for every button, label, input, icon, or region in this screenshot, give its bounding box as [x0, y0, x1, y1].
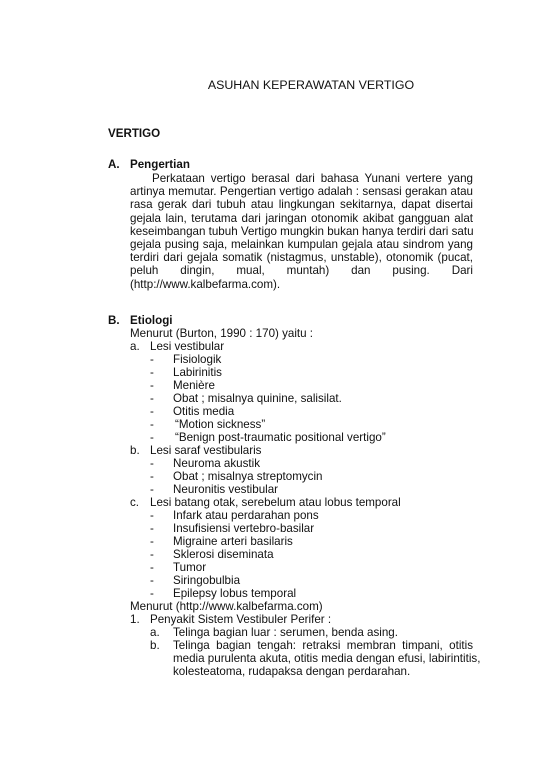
- bullet-dash: -: [150, 366, 154, 379]
- bullet-dash: -: [150, 535, 154, 548]
- group-b-letter: b.: [130, 444, 140, 457]
- numbered-item-number: 1.: [130, 613, 140, 626]
- spaced-word: peluh: [130, 264, 159, 278]
- section-a-paragraph: [130, 172, 473, 291]
- bullet-dash: -: [150, 574, 154, 587]
- list-item: Neuroma akustik: [173, 457, 260, 470]
- bullet-dash: -: [150, 457, 154, 470]
- bullet-dash: -: [150, 418, 154, 431]
- paragraph-line: keseimbangan tubuh Vertigo mungkin bukan hanya terdiri dari satu: [130, 224, 474, 238]
- group-a-letter: a.: [130, 340, 140, 353]
- sub-item-text: Telinga bagian tengah: retraksi membran timpani, otitis: [173, 639, 473, 652]
- sub-item-text: media purulenta akuta, otitis media dengan efusi, labirintitis,: [173, 652, 481, 665]
- list-item: Epilepsy lobus temporal: [173, 587, 297, 600]
- section-b-intro: Menurut (Burton, 1990 : 170) yaitu :: [130, 327, 314, 340]
- group-c-letter: c.: [130, 496, 140, 509]
- list-item: Menière: [173, 379, 215, 392]
- paragraph-line: rasa gerak dari tubuh atau lingkungan sekitarnya, dapat disertai: [130, 198, 473, 212]
- spaced-word: Dari: [451, 264, 473, 278]
- paragraph-line: gejala lain, terutama dari jaringan otonomik akibat gangguan alat: [130, 211, 473, 225]
- list-item: “Benign post-traumatic positional vertigo”: [175, 431, 386, 444]
- bullet-dash: -: [150, 379, 154, 392]
- paragraph-line: artinya memutar. Pengertian vertigo adalah : sensasi gerakan atau: [130, 185, 473, 199]
- paragraph-line: Perkataan vertigo berasal dari bahasa Yunani vertere yang: [152, 172, 473, 185]
- section-b-title: Etiologi: [130, 314, 173, 327]
- spaced-word: dan: [351, 264, 371, 278]
- sub-item-text: Telinga bagian luar : serumen, benda asing.: [173, 626, 398, 639]
- spaced-word: pusing.: [392, 264, 430, 278]
- bullet-dash: -: [150, 483, 154, 496]
- spaced-word: muntah): [286, 264, 330, 278]
- paragraph-line-spaced: [130, 264, 473, 277]
- bullet-dash: -: [150, 353, 154, 366]
- section-a-title: Pengertian: [130, 158, 190, 171]
- paragraph-line: (http://www.kalbefarma.com).: [130, 277, 281, 291]
- list-item: Tumor: [173, 561, 207, 574]
- bullet-dash: -: [150, 587, 154, 600]
- main-heading: VERTIGO: [108, 127, 161, 140]
- group-a-label: Lesi vestibular: [150, 340, 225, 353]
- group-b-label: Lesi saraf vestibularis: [150, 444, 262, 457]
- sub-item-text: kolesteatoma, rudapaksa dengan perdarahan.: [173, 665, 411, 678]
- bullet-dash: -: [150, 431, 154, 444]
- bullet-dash: -: [150, 561, 154, 574]
- section-a-letter: A.: [108, 158, 120, 171]
- list-item: Obat ; misalnya streptomycin: [173, 470, 323, 483]
- list-item: Obat ; misalnya quinine, salisilat.: [173, 392, 342, 405]
- section-b-letter: B.: [108, 314, 120, 327]
- list-item: Neuronitis vestibular: [173, 483, 279, 496]
- source-note: Menurut (http://www.kalbefarma.com): [130, 600, 323, 613]
- list-item: Otitis media: [173, 405, 235, 418]
- spaced-line-text: [130, 264, 473, 277]
- bullet-dash: -: [150, 522, 154, 535]
- paragraph-line: terdiri dari gejala somatik (nistagmus, unstable), otonomik (pucat,: [130, 251, 473, 265]
- list-item: Sklerosi diseminata: [173, 548, 274, 561]
- bullet-dash: -: [150, 405, 154, 418]
- list-item: Infark atau perdarahan pons: [173, 509, 319, 522]
- list-item: Migraine arteri basilaris: [173, 535, 293, 548]
- sub-item-letter: a.: [150, 626, 160, 639]
- sub-item-letter: b.: [150, 639, 160, 652]
- list-item: “Motion sickness”: [175, 418, 266, 431]
- group-c-label: Lesi batang otak, serebelum atau lobus temporal: [150, 496, 401, 509]
- list-item: Siringobulbia: [173, 574, 241, 587]
- document-title: ASUHAN KEPERAWATAN VERTIGO: [207, 78, 415, 92]
- spaced-word: dingin,: [180, 264, 215, 278]
- spaced-word: mual,: [236, 264, 265, 278]
- list-item: Labirinitis: [173, 366, 222, 379]
- numbered-item-label: Penyakit Sistem Vestibuler Perifer :: [150, 613, 332, 626]
- list-item: Fisiologik: [173, 353, 222, 366]
- bullet-dash: -: [150, 509, 154, 522]
- bullet-dash: -: [150, 470, 154, 483]
- paragraph-line: gejala pusing saja, melainkan kumpulan gejala atau sindrom yang: [130, 237, 473, 251]
- bullet-dash: -: [150, 392, 154, 405]
- bullet-dash: -: [150, 548, 154, 561]
- list-item: Insufisiensi vertebro-basilar: [173, 522, 315, 535]
